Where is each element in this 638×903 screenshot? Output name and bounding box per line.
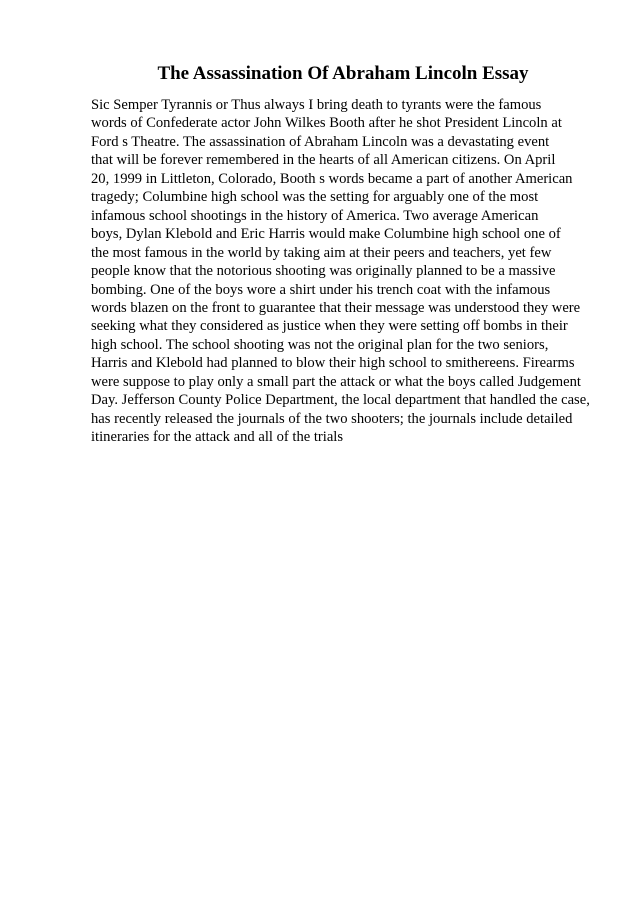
body-line: bombing. One of the boys wore a shirt under his trench coat with the infamous [91, 281, 551, 298]
body-line: infamous school shootings in the history of America. Two average American [91, 207, 539, 224]
body-line: Sic Semper Tyrannis or Thus always I bring death to tyrants were the famous [91, 97, 542, 113]
body-line: seeking what they considered as justice when they were setting off bombs in their [91, 318, 568, 335]
body-line: Day. Jefferson County Police Department, the local department that handled the case, [91, 392, 590, 409]
essay-body [91, 96, 631, 447]
body-line: tragedy; Columbine high school was the setting for arguably one of the most [91, 189, 539, 206]
body-line: the most famous in the world by taking aim at their peers and teachers, yet few [91, 244, 552, 261]
body-line: high school. The school shooting was not the original plan for the two seniors, [91, 336, 549, 353]
body-line: that will be forever remembered in the hearts of all American citizens. On April [91, 152, 556, 169]
body-line: has recently released the journals of the two shooters; the journals include detailed [91, 410, 573, 427]
body-line: 20, 1999 in Littleton, Colorado, Booth s words became a part of another American [91, 170, 573, 187]
body-line: Harris and Klebold had planned to blow their high school to smithereens. Firearms [91, 355, 575, 372]
body-line: were suppose to play only a small part the attack or what the boys called Judgement [91, 373, 581, 390]
body-line: Ford s Theatre. The assassination of Abraham Lincoln was a devastating event [91, 133, 550, 150]
body-line: words of Confederate actor John Wilkes Booth after he shot President Lincoln at [91, 115, 562, 132]
body-line: boys, Dylan Klebold and Eric Harris would make Columbine high school one of [91, 226, 561, 243]
body-line: words blazen on the front to guarantee that their message was understood they were [91, 299, 581, 316]
body-line: itineraries for the attack and all of the trials [91, 429, 344, 446]
body-line: people know that the notorious shooting was originally planned to be a massive [91, 263, 556, 280]
essay-title: The Assassination Of Abraham Lincoln Essay [157, 63, 529, 84]
